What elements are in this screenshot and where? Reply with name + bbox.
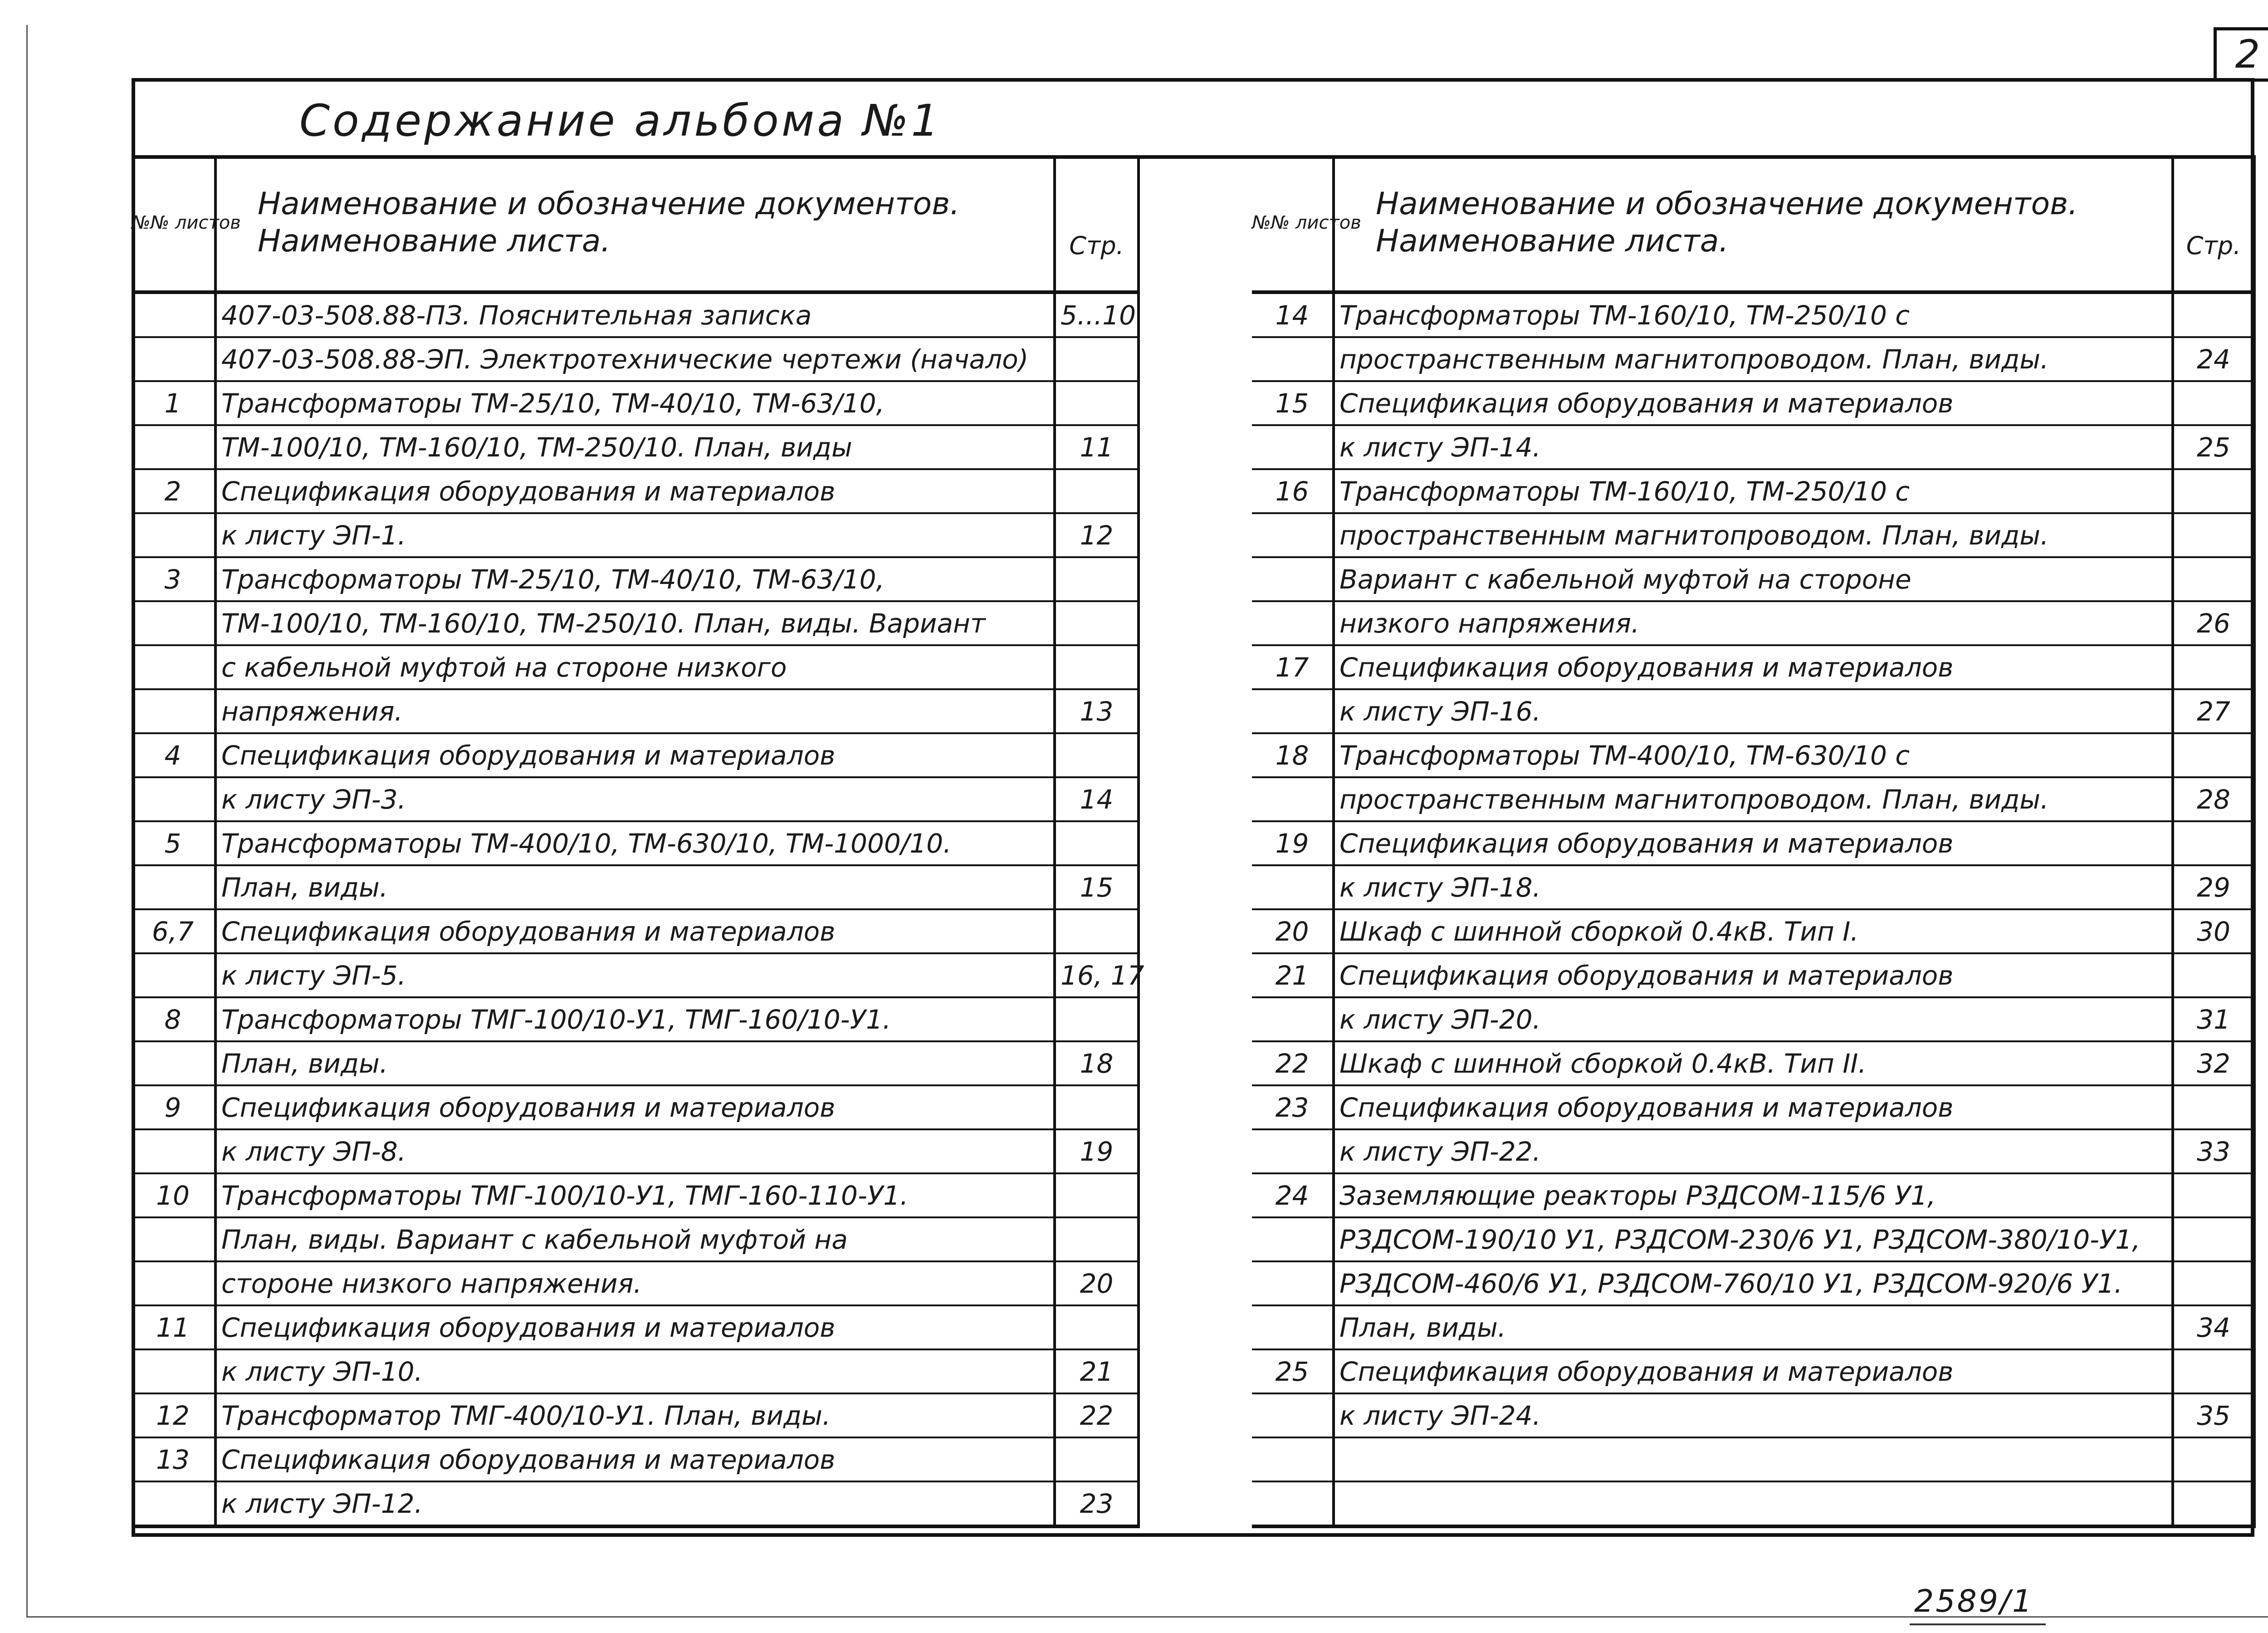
table-row (1252, 777, 2254, 821)
row-page (1055, 1437, 1139, 1481)
row-page (2173, 292, 2254, 337)
table-row (132, 1173, 1139, 1217)
row-sheet-no (1252, 1305, 1334, 1349)
row-name: Трансформаторы ТМ-160/10, ТМ-250/10 с (1334, 292, 2173, 337)
row-sheet-no: 3 (132, 557, 215, 601)
table-row (1252, 469, 2254, 513)
table-row (1252, 997, 2254, 1041)
stamp-underline (1910, 1623, 2046, 1625)
row-page (1055, 821, 1139, 865)
row-page: 29 (2173, 865, 2254, 909)
table-row (1252, 865, 2254, 909)
header-page: Стр. (2173, 155, 2254, 292)
row-page (1055, 1305, 1139, 1349)
row-page: 14 (1055, 777, 1139, 821)
table-row (132, 381, 1139, 425)
header-name-line2: Наименование листа. (1376, 223, 1729, 259)
row-page (2173, 953, 2254, 997)
row-sheet-no (132, 689, 215, 733)
row-page (2173, 1437, 2254, 1481)
row-sheet-no (1252, 777, 1334, 821)
row-name: низкого напряжения. (1334, 601, 2173, 645)
row-name: План, виды. Вариант с кабельной муфтой на (215, 1217, 1055, 1261)
table-row (132, 1261, 1139, 1305)
table-row (132, 1437, 1139, 1481)
row-sheet-no (132, 292, 215, 337)
row-name: Спецификация оборудования и материалов (1334, 1349, 2173, 1393)
row-name: План, виды. (215, 1041, 1055, 1085)
row-sheet-no (1252, 865, 1334, 909)
row-sheet-no: 16 (1252, 469, 1334, 513)
row-name: пространственным магнитопроводом. План, виды. (1334, 337, 2173, 381)
row-page (2173, 1217, 2254, 1261)
row-page (1055, 733, 1139, 777)
table-row (132, 865, 1139, 909)
row-sheet-no (132, 1129, 215, 1173)
row-page (2173, 469, 2254, 513)
row-name: к листу ЭП-18. (1334, 865, 2173, 909)
table-row (1252, 1129, 2254, 1173)
row-sheet-no: 24 (1252, 1173, 1334, 1217)
row-sheet-no: 17 (1252, 645, 1334, 689)
row-name: Вариант с кабельной муфтой на стороне (1334, 557, 2173, 601)
row-page: 27 (2173, 689, 2254, 733)
table-row (1252, 733, 2254, 777)
table-row (132, 733, 1139, 777)
row-page (2173, 733, 2254, 777)
row-page (2173, 557, 2254, 601)
table-row (132, 557, 1139, 601)
row-sheet-no (132, 513, 215, 557)
row-sheet-no (132, 865, 215, 909)
row-name: к листу ЭП-10. (215, 1349, 1055, 1393)
table-row (1252, 689, 2254, 733)
row-page (1055, 557, 1139, 601)
row-name: Спецификация оборудования и материалов (215, 1437, 1055, 1481)
row-page: 22 (1055, 1393, 1139, 1437)
row-sheet-no (132, 1041, 215, 1085)
row-page (1055, 381, 1139, 425)
row-sheet-no (1252, 1481, 1334, 1526)
table-row (1252, 909, 2254, 953)
row-sheet-no (1252, 997, 1334, 1041)
row-name: Трансформаторы ТМ-400/10, ТМ-630/10, ТМ-1000/10. (215, 821, 1055, 865)
table-row (132, 337, 1139, 381)
row-name: Трансформатор ТМГ-400/10-У1. План, виды. (215, 1393, 1055, 1437)
table-row (132, 292, 1139, 337)
contents-table-right (1252, 155, 2256, 1528)
row-sheet-no: 19 (1252, 821, 1334, 865)
table-row (1252, 1481, 2254, 1526)
row-page: 18 (1055, 1041, 1139, 1085)
album-title: Содержание альбома №1 (299, 95, 942, 146)
table-row (132, 909, 1139, 953)
table-row (132, 1041, 1139, 1085)
row-name: стороне низкого напряжения. (215, 1261, 1055, 1305)
table-row (1252, 1393, 2254, 1437)
table-row (132, 645, 1139, 689)
table-row (1252, 557, 2254, 601)
row-name: Трансформаторы ТМГ-100/10-У1, ТМГ-160-110-У1. (215, 1173, 1055, 1217)
row-sheet-no: 6,7 (132, 909, 215, 953)
table-row (132, 997, 1139, 1041)
table-row (1252, 513, 2254, 557)
row-page (2173, 645, 2254, 689)
table-row (1252, 601, 2254, 645)
table-row (132, 469, 1139, 513)
header-name-line1: Наименование и обозначение документов. (1376, 186, 2078, 222)
row-name: РЗДСОМ-190/10 У1, РЗДСОМ-230/6 У1, РЗДСОМ-380/10-У1, (1334, 1217, 2173, 1261)
row-sheet-no: 1 (132, 381, 215, 425)
row-sheet-no (1252, 601, 1334, 645)
row-name: План, виды. (215, 865, 1055, 909)
row-name: 407-03-508.88-ЭП. Электротехнические чертежи (начало) (215, 337, 1055, 381)
row-sheet-no (1252, 1393, 1334, 1437)
row-name: к листу ЭП-24. (1334, 1393, 2173, 1437)
row-page (1055, 1217, 1139, 1261)
row-page (2173, 513, 2254, 557)
row-name: Спецификация оборудования и материалов (1334, 645, 2173, 689)
row-sheet-no (1252, 425, 1334, 469)
row-page (1055, 645, 1139, 689)
row-sheet-no (1252, 1437, 1334, 1481)
row-name: Спецификация оборудования и материалов (215, 469, 1055, 513)
row-page: 32 (2173, 1041, 2254, 1085)
row-sheet-no: 20 (1252, 909, 1334, 953)
row-sheet-no: 21 (1252, 953, 1334, 997)
row-page (2173, 821, 2254, 865)
table-row (132, 1217, 1139, 1261)
row-sheet-no: 2 (132, 469, 215, 513)
row-sheet-no (1252, 1261, 1334, 1305)
row-page: 23 (1055, 1481, 1139, 1526)
row-name: напряжения. (215, 689, 1055, 733)
table-row (132, 1393, 1139, 1437)
row-sheet-no (132, 1217, 215, 1261)
header-sheet-no: №№ листов (132, 155, 215, 292)
contents-rows-right (1252, 292, 2254, 1526)
row-sheet-no (132, 601, 215, 645)
row-name: к листу ЭП-3. (215, 777, 1055, 821)
row-name: к листу ЭП-16. (1334, 689, 2173, 733)
table-row (132, 1349, 1139, 1393)
row-sheet-no (132, 425, 215, 469)
table-row (132, 777, 1139, 821)
row-page: 12 (1055, 513, 1139, 557)
header-name (1334, 155, 2173, 292)
row-name: Спецификация оборудования и материалов (215, 733, 1055, 777)
table-header-row (1252, 155, 2254, 292)
row-sheet-no (1252, 1217, 1334, 1261)
row-sheet-no: 11 (132, 1305, 215, 1349)
row-name: Шкаф с шинной сборкой 0.4кВ. Тип II. (1334, 1041, 2173, 1085)
row-sheet-no: 9 (132, 1085, 215, 1129)
table-row (1252, 1085, 2254, 1129)
row-name: Спецификация оборудования и материалов (1334, 953, 2173, 997)
row-page: 33 (2173, 1129, 2254, 1173)
row-sheet-no: 8 (132, 997, 215, 1041)
row-page: 28 (2173, 777, 2254, 821)
row-page (2173, 1261, 2254, 1305)
row-page: 16, 17 (1055, 953, 1139, 997)
row-name: Трансформаторы ТМ-25/10, ТМ-40/10, ТМ-63/10, (215, 557, 1055, 601)
archive-stamp: 2589/1 (1914, 1584, 2034, 1619)
row-sheet-no (1252, 557, 1334, 601)
row-name: Заземляющие реакторы РЗДСОМ-115/6 У1, (1334, 1173, 2173, 1217)
row-page (2173, 1481, 2254, 1526)
row-sheet-no (1252, 1129, 1334, 1173)
table-row (132, 821, 1139, 865)
row-page (2173, 1085, 2254, 1129)
table-row (132, 513, 1139, 557)
row-name (1334, 1481, 2173, 1526)
table-header-row (132, 155, 1139, 292)
table-row (1252, 1305, 2254, 1349)
row-sheet-no (132, 337, 215, 381)
row-page: 19 (1055, 1129, 1139, 1173)
row-sheet-no (1252, 689, 1334, 733)
table-row (1252, 337, 2254, 381)
header-page: Стр. (1055, 155, 1139, 292)
row-name: 407-03-508.88-ПЗ. Пояснительная записка (215, 292, 1055, 337)
row-sheet-no: 22 (1252, 1041, 1334, 1085)
row-sheet-no: 10 (132, 1173, 215, 1217)
row-page: 13 (1055, 689, 1139, 733)
header-name-line1: Наименование и обозначение документов. (258, 186, 960, 222)
row-page (1055, 1085, 1139, 1129)
row-page (2173, 381, 2254, 425)
table-row (1252, 645, 2254, 689)
row-page: 21 (1055, 1349, 1139, 1393)
row-sheet-no (132, 1349, 215, 1393)
row-page: 26 (2173, 601, 2254, 645)
row-page (1055, 337, 1139, 381)
row-page (1055, 601, 1139, 645)
row-name (1334, 1437, 2173, 1481)
row-name: Спецификация оборудования и материалов (1334, 821, 2173, 865)
row-name: к листу ЭП-12. (215, 1481, 1055, 1526)
row-name: Спецификация оборудования и материалов (1334, 381, 2173, 425)
row-sheet-no: 4 (132, 733, 215, 777)
row-page: 30 (2173, 909, 2254, 953)
row-name: Шкаф с шинной сборкой 0.4кВ. Тип I. (1334, 909, 2173, 953)
row-name: РЗДСОМ-460/6 У1, РЗДСОМ-760/10 У1, РЗДСОМ-920/6 У1. (1334, 1261, 2173, 1305)
row-sheet-no: 18 (1252, 733, 1334, 777)
row-name: План, виды. (1334, 1305, 2173, 1349)
row-sheet-no (132, 1261, 215, 1305)
row-name: ТМ-100/10, ТМ-160/10, ТМ-250/10. План, виды (215, 425, 1055, 469)
row-sheet-no (132, 1481, 215, 1526)
row-sheet-no: 15 (1252, 381, 1334, 425)
table-row (132, 1305, 1139, 1349)
row-page (2173, 1173, 2254, 1217)
row-sheet-no: 23 (1252, 1085, 1334, 1129)
table-row (132, 1129, 1139, 1173)
table-row (1252, 381, 2254, 425)
row-name: Спецификация оборудования и материалов (1334, 1085, 2173, 1129)
row-sheet-no (1252, 513, 1334, 557)
table-row (1252, 1041, 2254, 1085)
row-name: с кабельной муфтой на стороне низкого (215, 645, 1055, 689)
row-page: 20 (1055, 1261, 1139, 1305)
row-sheet-no: 13 (132, 1437, 215, 1481)
row-sheet-no: 12 (132, 1393, 215, 1437)
table-row (1252, 1261, 2254, 1305)
row-name: пространственным магнитопроводом. План, виды. (1334, 777, 2173, 821)
row-sheet-no: 5 (132, 821, 215, 865)
row-name: Спецификация оборудования и материалов (215, 1085, 1055, 1129)
row-name: к листу ЭП-20. (1334, 997, 2173, 1041)
table-row (132, 689, 1139, 733)
row-page: 15 (1055, 865, 1139, 909)
header-name-line2: Наименование листа. (258, 223, 611, 259)
table-row (1252, 425, 2254, 469)
row-name: к листу ЭП-14. (1334, 425, 2173, 469)
row-name: Трансформаторы ТМ-160/10, ТМ-250/10 с (1334, 469, 2173, 513)
row-page: 5...10 (1055, 292, 1139, 337)
table-row (1252, 1437, 2254, 1481)
table-row (1252, 953, 2254, 997)
row-page (1055, 1173, 1139, 1217)
row-name: Спецификация оборудования и материалов (215, 1305, 1055, 1349)
row-name: ТМ-100/10, ТМ-160/10, ТМ-250/10. План, виды. Вариант (215, 601, 1055, 645)
row-page (2173, 1349, 2254, 1393)
row-page (1055, 997, 1139, 1041)
row-page: 25 (2173, 425, 2254, 469)
row-page: 31 (2173, 997, 2254, 1041)
row-name: пространственным магнитопроводом. План, виды. (1334, 513, 2173, 557)
row-name: к листу ЭП-8. (215, 1129, 1055, 1173)
row-name: к листу ЭП-22. (1334, 1129, 2173, 1173)
row-name: Трансформаторы ТМ-25/10, ТМ-40/10, ТМ-63/10, (215, 381, 1055, 425)
row-sheet-no (1252, 337, 1334, 381)
table-row (132, 425, 1139, 469)
row-name: к листу ЭП-1. (215, 513, 1055, 557)
table-row (1252, 1173, 2254, 1217)
row-name: Спецификация оборудования и материалов (215, 909, 1055, 953)
row-page (1055, 909, 1139, 953)
table-row (132, 953, 1139, 997)
row-sheet-no: 14 (1252, 292, 1334, 337)
row-page: 24 (2173, 337, 2254, 381)
table-row (1252, 821, 2254, 865)
table-row (132, 1481, 1139, 1526)
contents-table-left (132, 155, 1144, 1528)
row-name: Трансформаторы ТМ-400/10, ТМ-630/10 с (1334, 733, 2173, 777)
table-row (1252, 1349, 2254, 1393)
page-number: 2 (2235, 32, 2260, 77)
table-row (132, 1085, 1139, 1129)
row-sheet-no (132, 645, 215, 689)
table-row (1252, 1217, 2254, 1261)
header-sheet-no: №№ листов (1252, 155, 1334, 292)
row-name: Трансформаторы ТМГ-100/10-У1, ТМГ-160/10-У1. (215, 997, 1055, 1041)
row-sheet-no (132, 777, 215, 821)
row-sheet-no (132, 953, 215, 997)
contents-rows-left (132, 292, 1144, 1526)
table-row (132, 601, 1139, 645)
row-page (1055, 469, 1139, 513)
row-page: 11 (1055, 425, 1139, 469)
row-page: 35 (2173, 1393, 2254, 1437)
row-page: 34 (2173, 1305, 2254, 1349)
header-name (215, 155, 1055, 292)
table-row (1252, 292, 2254, 337)
row-sheet-no: 25 (1252, 1349, 1334, 1393)
row-name: к листу ЭП-5. (215, 953, 1055, 997)
